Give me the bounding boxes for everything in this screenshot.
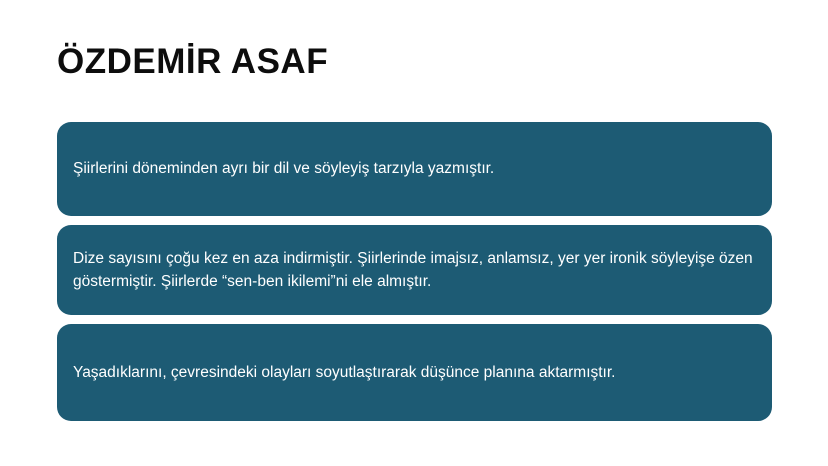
content-card (57, 225, 772, 315)
content-card-text: Dize sayısını çoğu kez en aza indirmiştir. Şiirlerinde imajsız, anlamsız, yer yer ironik söyleyişe özen göstermiştir. Şiirlerde “sen-ben ikilemi”ni ele almıştır. (73, 249, 753, 290)
content-card-text: Şiirlerini döneminden ayrı bir dil ve söyleyiş tarzıyla yazmıştır. (73, 160, 495, 178)
page-title: ÖZDEMİR ASAF (57, 42, 329, 81)
content-card-list (57, 122, 772, 421)
content-card (57, 324, 772, 421)
content-card (57, 122, 772, 216)
content-card-text: Yaşadıklarını, çevresindeki olayları soyutlaştırarak düşünce planına aktarmıştır. (73, 363, 616, 381)
